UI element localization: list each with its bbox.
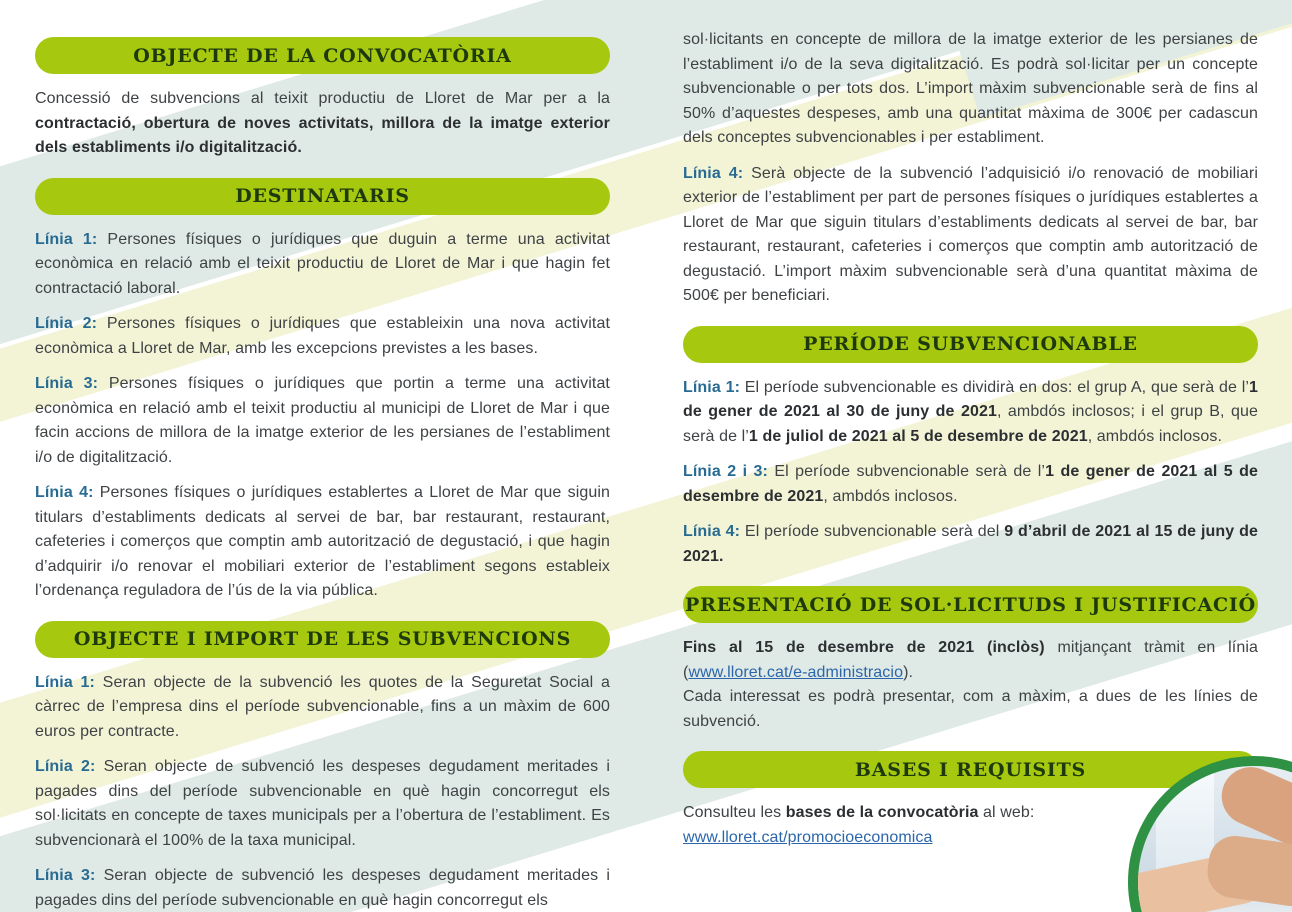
text-segment: Fins al 15 de desembre de 2021 (inclòs) [683, 639, 1045, 656]
text-segment: , ambdós inclosos; i el grup B, que serà de l’ [683, 403, 1258, 445]
text-segment: El període subvencionable serà de l’ [774, 463, 1046, 480]
web-link[interactable]: www.lloret.cat/e-administracio [688, 663, 904, 681]
line-label: Línia 2: [35, 315, 107, 332]
section-header-label: BASES I REQUISITS [854, 758, 1087, 781]
text-segment: Serà objecte de la subvenció l’adquisició i/o renovació de mobiliari exterior de l’establiment per part de persones físiques o jurídiques establertes a Lloret de Mar que siguin titulars d’establiments dedicats al servei de bar, bar restaurant, restaurant, cafeteries i comerços que comptin amb autorització de degustació. L’import màxim subvencionable serà d’una quantitat màxima de 500€ per beneficiari. [683, 164, 1258, 304]
text-segment: Consulteu les [683, 804, 786, 821]
text-segment: Seran objecte de subvenció les despeses degudament meritades i pagades dins del període subvencionable en què hagin concorregut els sol·licitats en concepte de taxes municipals per a l’obertura de l’establiment. Es subvencionarà el 100% de la taxa municipal. [35, 758, 610, 849]
section-header [35, 178, 610, 215]
paragraph [35, 87, 610, 161]
paragraph [35, 864, 610, 912]
section-header-label: OBJECTE I IMPORT DE LES SUBVENCIONS [73, 628, 572, 650]
text-segment: Persones físiques o jurídiques que duguin a terme una activitat econòmica en relació amb el teixit productiu de Lloret de Mar i que hagin fet contractació laboral. [35, 230, 610, 297]
text-segment: Persones físiques o jurídiques que estableixin una nova activitat econòmica a Lloret de Mar, amb les excepcions previstes a les bases. [35, 315, 611, 357]
text-segment: Seran objecte de la subvenció les quotes de la Seguretat Social a càrrec de l’empresa dins el període subvencionable, fins a un màxim de 600 euros per contracte. [35, 673, 610, 740]
paragraph [683, 520, 1258, 569]
text-segment: 1 de gener de 2021 al 5 de desembre de 2021 [683, 463, 1258, 505]
text-segment: sol·licitants en concepte de millora de la imatge exterior de les persianes de l’establiment i/o de la seva digitalització. Es podrà sol·licitar per un concepte subvencionable o per tots dos. L’import màxim subvencionable serà de fins al 50% d’aquestes despeses, amb una quantitat màxima de 300€ per cadascun dels conceptes subvencionables i per establiment. [683, 31, 1258, 146]
paragraph [683, 162, 1258, 309]
text-segment: bases de la convocatòria [785, 804, 979, 821]
web-link[interactable]: www.lloret.cat/promocioeconomica [683, 828, 933, 846]
text-segment: contractació, obertura de noves activitats, millora de la imatge exterior dels establiments i/o digitalització. [35, 114, 610, 156]
section-header [683, 586, 1258, 623]
section-header [683, 326, 1258, 363]
text-segment: Persones físiques o jurídiques que portin a terme una activitat econòmica en relació amb el teixit productiu al municipi de Lloret de Mar i que facin accions de millora de la imatge exterior de les persianes de l’establiment i/o de digitalització. [35, 375, 610, 466]
line-label: Línia 4: [35, 484, 100, 501]
text-segment: 1 de juliol de 2021 al 5 de desembre de 2021 [748, 427, 1088, 445]
text-segment: 1 de gener de 2021 al 30 de juny de 2021 [683, 378, 1259, 420]
paragraph [683, 28, 1258, 151]
line-label: Línia 1: [35, 673, 103, 691]
line-label: Línia 1: [35, 230, 108, 248]
text-segment: , ambdós inclosos. [1087, 427, 1223, 445]
text-segment: El període subvencionable es dividirà en dos: el grup A, que serà de l’ [744, 378, 1250, 396]
text-segment: al web: [978, 804, 1035, 821]
section-header-label: OBJECTE DE LA CONVOCATÒRIA [133, 44, 512, 67]
paragraph [35, 372, 610, 470]
text-segment: Cada interessat es podrà presentar, com a màxim, a dues de les línies de subvenció. [683, 688, 1258, 730]
line-label: Línia 3: [35, 375, 109, 392]
text-segment: 9 d’abril de 2021 al 15 de juny de 2021. [683, 523, 1259, 565]
text-segment: mitjançant tràmit en línia ( [683, 639, 1258, 681]
paragraph [683, 636, 1258, 734]
line-label: Línia 4: [683, 164, 752, 182]
line-label: Línia 2: [35, 758, 104, 775]
text-segment: Concessió de subvencions al teixit productiu de Lloret de Mar per a la [35, 90, 610, 107]
section-header [35, 37, 610, 74]
line-label: Línia 2 i 3: [683, 463, 775, 480]
text-segment: , ambdós inclosos. [823, 487, 958, 505]
section-header [35, 621, 610, 658]
left-column [35, 37, 610, 912]
section-header-label: PERÍODE SUBVENCIONABLE [803, 333, 1138, 355]
text-segment: Persones físiques o jurídiques establertes a Lloret de Mar que siguin titulars d’establiments dedicats al servei de bar, bar restaurant, restaurant, cafeteries i comerços que comptin amb autorització de degustació, i que hagin d’adquirir i/o renovar el mobiliari exterior de l’establiment segons estableix l’ordenança reguladora de l’ús de la via pública. [35, 484, 610, 599]
section-header-label: DESTINATARIS [235, 185, 410, 207]
paragraph [35, 481, 610, 604]
line-label: Línia 3: [35, 867, 104, 884]
paragraph [35, 228, 610, 302]
text-segment: Seran objecte de subvenció les despeses degudament meritades i pagades dins del període subvencionable en què hagin concorregut els [35, 867, 610, 909]
paragraph [683, 460, 1258, 509]
line-label: Línia 4: [683, 523, 745, 540]
paragraph [35, 755, 610, 853]
right-column [683, 28, 1258, 861]
section-header-label: PRESENTACIÓ DE SOL·LICITUDS I JUSTIFICACIÓ [685, 593, 1256, 616]
paragraph [35, 312, 610, 361]
text-segment: El període subvencionable serà del [744, 523, 1005, 540]
text-segment: ). [903, 663, 914, 681]
paragraph [35, 671, 610, 745]
line-label: Línia 1: [683, 378, 745, 396]
paragraph [683, 376, 1258, 450]
